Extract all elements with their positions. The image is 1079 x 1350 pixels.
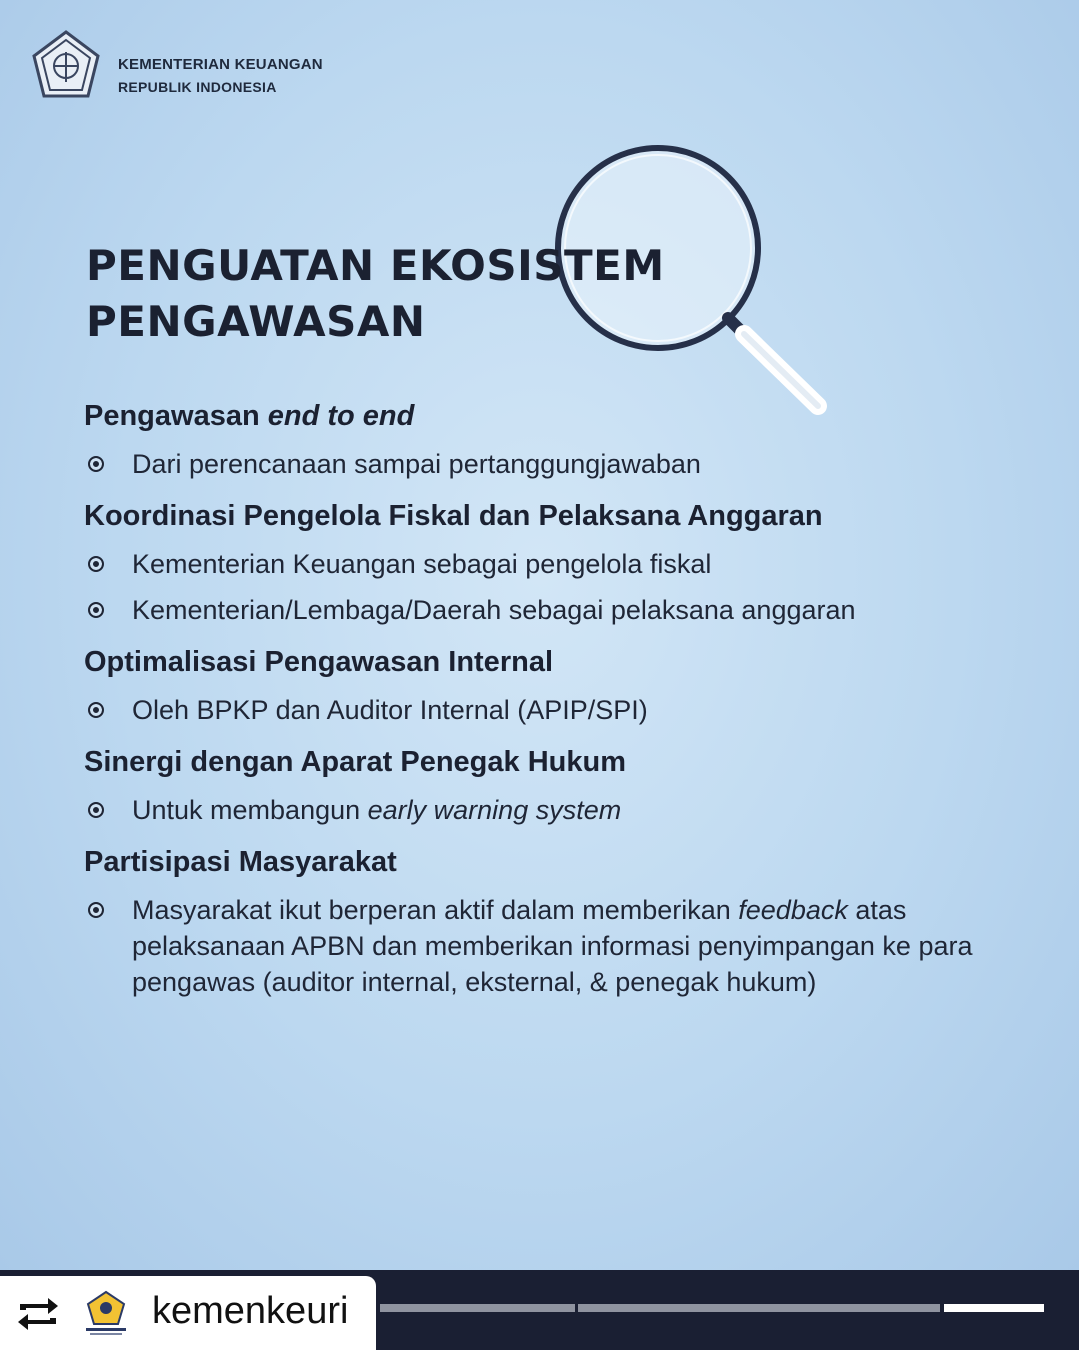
section-optimalisasi xyxy=(84,642,1044,728)
kemenkeu-mini-logo-icon xyxy=(80,1288,132,1338)
org-line-1: KEMENTERIAN KEUANGAN xyxy=(118,56,323,73)
list-item xyxy=(84,446,1044,482)
repost-icon[interactable] xyxy=(14,1294,62,1334)
bullet-text: Kementerian Keuangan sebagai pengelola fiskal xyxy=(132,549,712,579)
bullet-text: Kementerian/Lembaga/Daerah sebagai pelaksana anggaran xyxy=(132,595,856,625)
section-heading: Optimalisasi Pengawasan Internal xyxy=(84,646,553,678)
story-progress-1[interactable] xyxy=(380,1304,575,1312)
bullet-text-italic: early warning system xyxy=(367,795,622,825)
section-heading-italic: end to end xyxy=(267,400,415,432)
bullet-text: Oleh BPKP dan Auditor Internal (APIP/SPI) xyxy=(132,695,648,725)
bullet-text-italic: feedback xyxy=(738,895,848,925)
repost-badge[interactable] xyxy=(0,1276,376,1350)
bullet-list xyxy=(84,446,1044,482)
section-koordinasi xyxy=(84,496,1044,628)
organization-name xyxy=(118,56,323,95)
section-heading: Partisipasi Masyarakat xyxy=(84,846,397,878)
bullet-list xyxy=(84,792,1044,828)
bullet-list xyxy=(84,546,1044,628)
list-item xyxy=(84,592,1044,628)
story-progress-3[interactable] xyxy=(944,1304,1044,1312)
section-heading: Koordinasi Pengelola Fiskal dan Pelaksana Anggaran xyxy=(84,500,823,532)
section-heading xyxy=(84,396,1044,436)
bullet-text-continued: atas pelaksanaan APBN dan memberikan informasi penyimpangan ke para pengawas (auditor internal, eksternal, & penegak hukum) xyxy=(132,895,973,997)
username[interactable]: kemenkeuri xyxy=(152,1290,349,1332)
list-item xyxy=(84,892,1044,1000)
section-partisipasi xyxy=(84,842,1044,1000)
section-end-to-end xyxy=(84,396,1044,482)
bullet-text: Untuk membangun xyxy=(132,795,368,825)
bullet-list xyxy=(84,892,1044,1000)
title-line-2: PENGAWASAN xyxy=(86,297,426,346)
story-progress-2[interactable] xyxy=(578,1304,940,1312)
section-heading-text: Pengawasan xyxy=(84,400,268,432)
title-line-1: PENGUATAN EKOSISTEM xyxy=(86,241,665,290)
kemenkeu-emblem-icon xyxy=(32,30,100,98)
bullet-text: Dari perencanaan sampai pertanggungjawaban xyxy=(132,449,701,479)
page-title xyxy=(86,238,665,350)
list-item xyxy=(84,546,1044,582)
bullet-icon xyxy=(88,456,104,472)
section-heading: Sinergi dengan Aparat Penegak Hukum xyxy=(84,746,626,778)
bullet-icon xyxy=(88,602,104,618)
org-line-2: REPUBLIK INDONESIA xyxy=(118,79,277,95)
bullet-icon xyxy=(88,556,104,572)
section-sinergi xyxy=(84,742,1044,828)
list-item xyxy=(84,692,1044,728)
content-sections xyxy=(84,396,1044,1014)
bullet-list xyxy=(84,692,1044,728)
bullet-text: Masyarakat ikut berperan aktif dalam memberikan xyxy=(132,895,739,925)
bullet-icon xyxy=(88,902,104,918)
bullet-icon xyxy=(88,802,104,818)
list-item xyxy=(84,792,1044,828)
bullet-icon xyxy=(88,702,104,718)
